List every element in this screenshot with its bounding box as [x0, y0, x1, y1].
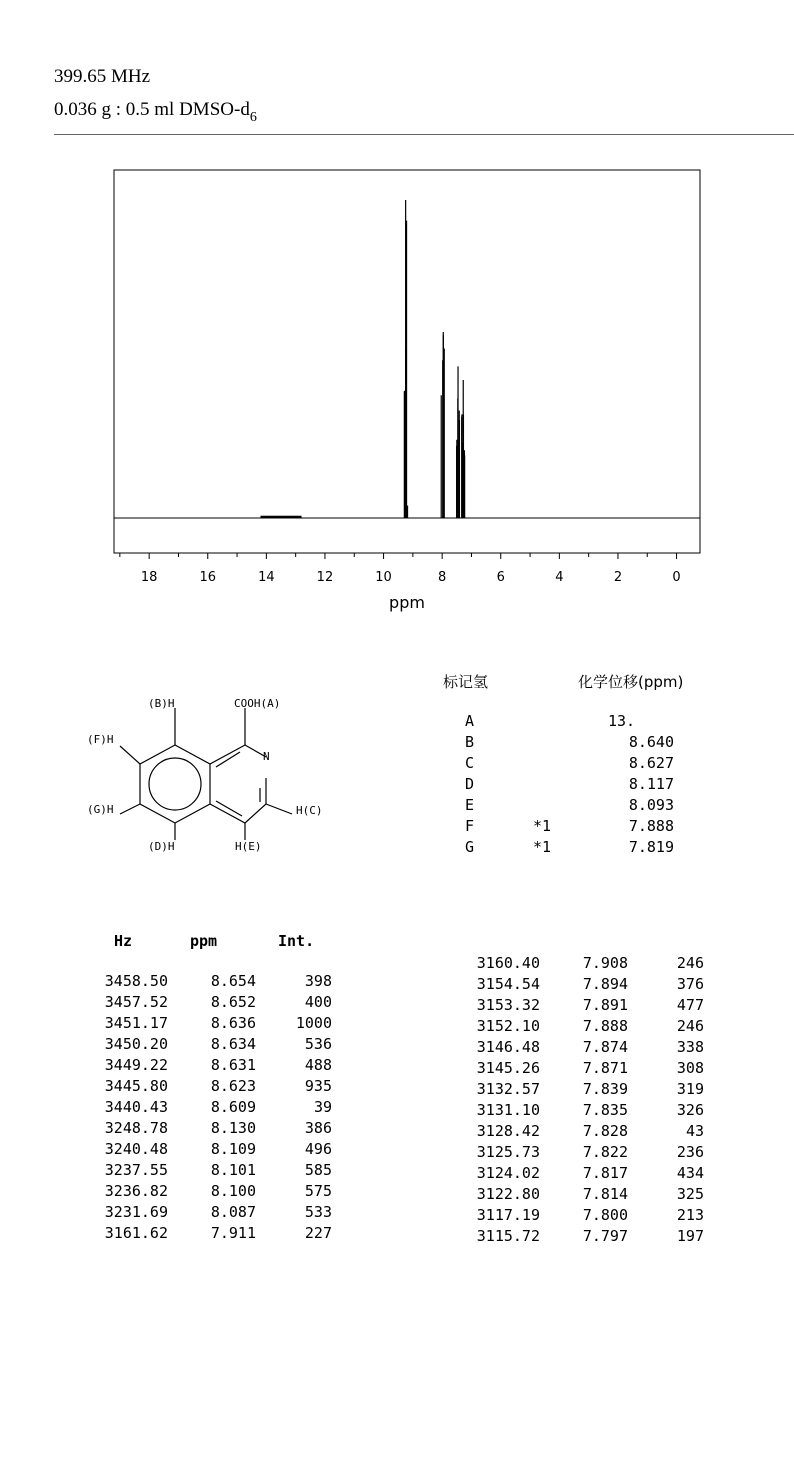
peak-ppm: 8.101 — [210, 1161, 256, 1179]
peak-int: 43 — [685, 1122, 704, 1140]
peak-ppm: 7.908 — [582, 954, 628, 972]
broad-hump — [261, 516, 302, 518]
peak-int: 935 — [304, 1077, 332, 1095]
spectrometer-frequency: 399.65 MHz — [54, 66, 151, 87]
peak-int: 197 — [676, 1227, 704, 1245]
peak-ppm: 8.130 — [210, 1119, 256, 1137]
peak-ppm: 7.800 — [582, 1206, 628, 1224]
assignment-shift: 8.627 — [628, 754, 674, 772]
spectrum-peaks — [404, 200, 464, 518]
peak-ppm: 7.817 — [582, 1164, 628, 1182]
assignment-note: *1 — [533, 838, 552, 856]
peak-ppm: 7.822 — [582, 1143, 628, 1161]
peak-header-int: Int. — [278, 932, 315, 950]
bond-h-f — [120, 746, 140, 764]
aromatic-circle-icon — [149, 758, 201, 810]
peak-ppm: 8.634 — [210, 1035, 256, 1053]
peak-int: 325 — [676, 1185, 704, 1203]
assignment-label: D — [465, 775, 475, 793]
label-n: N — [263, 750, 270, 763]
peak-int: 319 — [676, 1080, 704, 1098]
pyridine-bond-upper — [210, 745, 266, 764]
peak-hz: 3451.17 — [104, 1014, 168, 1032]
peak-ppm: 7.814 — [582, 1185, 628, 1203]
peak-ppm: 7.894 — [582, 975, 628, 993]
x-axis-label: ppm — [389, 593, 425, 612]
label-h-g: (G)H — [87, 803, 114, 816]
peak-hz: 3449.22 — [104, 1056, 168, 1074]
peak-int: 338 — [676, 1038, 704, 1056]
x-tick-label: 4 — [555, 570, 564, 585]
peak-ppm: 7.891 — [582, 996, 628, 1014]
peak-hz: 3125.73 — [476, 1143, 540, 1161]
x-tick-label: 16 — [199, 570, 217, 585]
peak-int: 1000 — [295, 1014, 332, 1032]
peak-int: 308 — [676, 1059, 704, 1077]
x-tick-label: 10 — [375, 570, 392, 585]
peak-ppm: 8.631 — [210, 1056, 256, 1074]
peak-ppm: 7.835 — [582, 1101, 628, 1119]
x-tick-label: 18 — [140, 570, 158, 585]
x-axis-tick-labels — [141, 570, 681, 585]
peak-hz: 3132.57 — [476, 1080, 540, 1098]
peak-int: 575 — [304, 1182, 332, 1200]
sample-subscript: 6 — [249, 110, 257, 125]
peak-hz: 3450.20 — [104, 1035, 168, 1053]
peak-ppm: 8.109 — [210, 1140, 256, 1158]
peak-int: 39 — [313, 1098, 332, 1116]
x-tick-label: 14 — [258, 570, 275, 585]
peak-int: 398 — [304, 972, 332, 990]
assignment-shift: 8.117 — [628, 775, 674, 793]
peak-ppm: 7.828 — [582, 1122, 628, 1140]
label-h-d: (D)H — [148, 840, 175, 853]
assignment-shift: 13. — [608, 712, 636, 730]
peak-hz: 3124.02 — [476, 1164, 540, 1182]
assignment-shift: 7.888 — [628, 817, 674, 835]
label-h-c: H(C) — [296, 804, 323, 817]
peak-hz: 3152.10 — [476, 1017, 540, 1035]
peak-ppm: 8.100 — [210, 1182, 256, 1200]
assignment-label: F — [465, 817, 475, 835]
peak-hz: 3122.80 — [476, 1185, 540, 1203]
x-tick-label: 6 — [496, 570, 505, 585]
pyridine-bond-lower — [210, 778, 266, 823]
peak-hz: 3240.48 — [104, 1140, 168, 1158]
peak-hz: 3160.40 — [476, 954, 540, 972]
assignment-label: A — [465, 712, 475, 730]
x-tick-label: 0 — [672, 570, 681, 585]
peak-int: 533 — [304, 1203, 332, 1221]
peak-ppm: 8.087 — [210, 1203, 256, 1221]
peak-hz: 3115.72 — [476, 1227, 540, 1245]
label-h-e: H(E) — [235, 840, 262, 853]
peak-int: 326 — [676, 1101, 704, 1119]
nmr-spectrum-chart — [0, 0, 794, 640]
peak-ppm: 8.609 — [210, 1098, 256, 1116]
peak-ppm: 7.888 — [582, 1017, 628, 1035]
assignment-note: *1 — [533, 817, 552, 835]
sample-text: 0.036 g : 0.5 ml DMSO-d — [54, 99, 250, 120]
peak-int: 246 — [676, 954, 704, 972]
x-tick-label: 8 — [438, 570, 447, 585]
peak-hz: 3440.43 — [104, 1098, 168, 1116]
chemical-structure — [70, 680, 340, 870]
assignment-label: G — [465, 838, 475, 856]
peak-int: 488 — [304, 1056, 332, 1074]
peak-ppm: 8.652 — [210, 993, 256, 1011]
peak-hz: 3457.52 — [104, 993, 168, 1011]
peak-int: 227 — [304, 1224, 332, 1242]
assignment-shift: 7.819 — [628, 838, 674, 856]
peak-hz: 3131.10 — [476, 1101, 540, 1119]
assignment-shift: 8.640 — [628, 733, 674, 751]
peak-ppm: 8.654 — [210, 972, 256, 990]
peak-hz: 3458.50 — [104, 972, 168, 990]
peak-hz: 3231.69 — [104, 1203, 168, 1221]
label-h-b: (B)H — [148, 697, 175, 710]
bond-h-c — [266, 804, 292, 814]
peak-hz: 3237.55 — [104, 1161, 168, 1179]
assignment-header-label: 标记氢 — [443, 673, 489, 691]
peak-ppm: 8.623 — [210, 1077, 256, 1095]
peak-hz: 3145.26 — [476, 1059, 540, 1077]
peak-int: 213 — [676, 1206, 704, 1224]
assignment-label: B — [465, 733, 475, 751]
peak-ppm: 7.874 — [582, 1038, 628, 1056]
assignment-shift: 8.093 — [628, 796, 674, 814]
peak-hz: 3161.62 — [104, 1224, 168, 1242]
peak-ppm: 8.636 — [210, 1014, 256, 1032]
peak-ppm: 7.839 — [582, 1080, 628, 1098]
peak-int: 400 — [304, 993, 332, 1011]
label-cooh-a: COOH(A) — [234, 697, 281, 710]
peak-ppm: 7.871 — [582, 1059, 628, 1077]
peak-int: 585 — [304, 1161, 332, 1179]
peak-int: 496 — [304, 1140, 332, 1158]
peak-int: 536 — [304, 1035, 332, 1053]
peak-int: 477 — [676, 996, 704, 1014]
peak-ppm: 7.797 — [582, 1227, 628, 1245]
peak-hz: 3153.32 — [476, 996, 540, 1014]
x-tick-label: 12 — [316, 570, 334, 585]
assignment-label: E — [465, 796, 475, 814]
benzene-ring — [140, 745, 210, 823]
peak-int: 434 — [676, 1164, 704, 1182]
assignment-label: C — [465, 754, 475, 772]
peak-int: 386 — [304, 1119, 332, 1137]
peak-header-ppm: ppm — [190, 932, 218, 950]
peak-hz: 3117.19 — [476, 1206, 540, 1224]
peak-hz: 3128.42 — [476, 1122, 540, 1140]
peak-hz: 3236.82 — [104, 1182, 168, 1200]
x-tick-label: 2 — [613, 570, 623, 585]
peak-int: 246 — [676, 1017, 704, 1035]
bond-h-g — [120, 804, 140, 814]
x-axis-ticks — [120, 553, 677, 559]
peak-hz: 3248.78 — [104, 1119, 168, 1137]
peak-int: 376 — [676, 975, 704, 993]
peak-ppm: 7.911 — [210, 1224, 256, 1242]
peak-header-hz: Hz — [114, 932, 133, 950]
label-h-f: (F)H — [87, 733, 114, 746]
peak-int: 236 — [676, 1143, 704, 1161]
peak-hz: 3146.48 — [476, 1038, 540, 1056]
peak-hz: 3154.54 — [476, 975, 540, 993]
assignment-header-shift: 化学位移(ppm) — [578, 673, 684, 691]
peak-hz: 3445.80 — [104, 1077, 168, 1095]
